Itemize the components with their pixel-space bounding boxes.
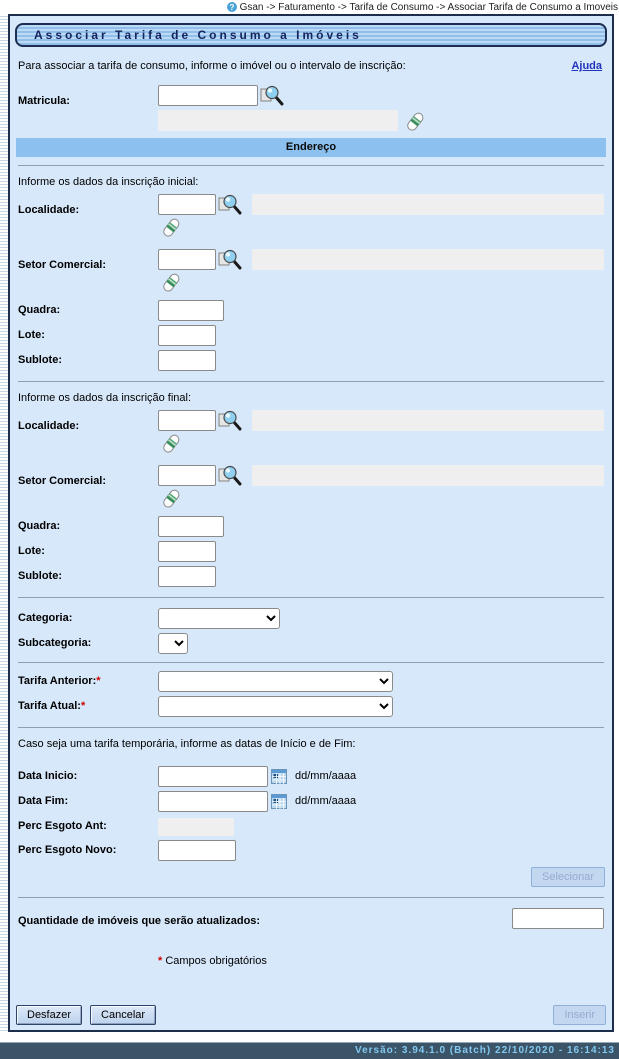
sublote-final-input[interactable] — [158, 566, 216, 587]
desfazer-button[interactable]: Desfazer — [16, 1005, 82, 1025]
perc-esgoto-ant-row — [10, 816, 612, 836]
subcategoria-label: Subcategoria: — [18, 637, 92, 649]
sublote-final-label: Sublote: — [18, 570, 62, 582]
quadra-inicial-row — [10, 300, 612, 321]
breadcrumb-path[interactable]: Gsan -> Faturamento -> Tarifa de Consumo -> Associar Tarifa de Consumo a Imoveis — [239, 1, 618, 13]
setor-inicial-row — [10, 249, 612, 300]
localidade-final-description-field — [252, 410, 604, 431]
selecionar-row — [10, 867, 612, 887]
setor-inicial-search-icon[interactable] — [218, 249, 242, 270]
setor-final-description-field — [252, 465, 604, 486]
required-asterisk: * — [96, 675, 101, 687]
categoria-label: Categoria: — [18, 612, 73, 624]
categoria-row — [10, 608, 612, 629]
data-fim-calendar-icon[interactable] — [271, 794, 287, 809]
intro-text: Para associar a tarifa de consumo, informe o imóvel ou o intervalo de inscrição: — [18, 60, 406, 72]
svg-text:?: ? — [229, 2, 235, 12]
localidade-inicial-label: Localidade: — [18, 204, 80, 216]
form-container — [8, 14, 614, 1032]
lote-inicial-input[interactable] — [158, 325, 216, 346]
matricula-eraser-icon[interactable] — [406, 110, 424, 134]
required-asterisk: * — [158, 955, 163, 967]
subcategoria-row — [10, 633, 612, 654]
localidade-final-row — [10, 410, 612, 461]
tarifa-atual-label: Tarifa Atual:* — [18, 700, 86, 712]
localidade-inicial-input[interactable] — [158, 194, 216, 215]
ajuda-link[interactable]: Ajuda — [571, 60, 602, 72]
sublote-final-row — [10, 566, 612, 587]
required-asterisk: * — [80, 700, 86, 712]
data-inicio-row — [10, 766, 612, 787]
localidade-final-search-icon[interactable] — [218, 410, 242, 431]
localidade-inicial-row — [10, 194, 612, 245]
lote-final-input[interactable] — [158, 541, 216, 562]
localidade-final-input[interactable] — [158, 410, 216, 431]
selecionar-button[interactable]: Selecionar — [531, 867, 605, 887]
quantidade-label: Quantidade de imóveis que serão atualizados: — [18, 914, 261, 927]
intro-row — [10, 60, 612, 72]
matricula-input[interactable] — [158, 85, 258, 106]
data-inicio-input[interactable] — [158, 766, 268, 787]
perc-esgoto-ant-label: Perc Esgoto Ant: — [18, 820, 107, 832]
divider — [18, 897, 604, 898]
localidade-final-label: Localidade: — [18, 420, 80, 432]
data-fim-label: Data Fim: — [18, 795, 69, 807]
localidade-inicial-search-icon[interactable] — [218, 194, 242, 215]
quadra-inicial-label: Quadra: — [18, 304, 61, 316]
endereco-header: Endereço — [16, 138, 606, 157]
tarifa-atual-row — [10, 696, 612, 717]
matricula-label: Matricula: — [18, 95, 70, 107]
setor-inicial-eraser-icon[interactable] — [162, 271, 180, 295]
data-fim-row — [10, 791, 612, 812]
inserir-button[interactable]: Inserir — [553, 1005, 606, 1025]
quadra-inicial-input[interactable] — [158, 300, 224, 321]
version-bar — [0, 1042, 619, 1059]
data-fim-format-hint: dd/mm/aaaa — [295, 795, 357, 807]
sublote-inicial-row — [10, 350, 612, 371]
quadra-final-label: Quadra: — [18, 520, 61, 532]
setor-inicial-description-field — [252, 249, 604, 270]
actions-bar — [16, 1005, 606, 1025]
page-edge-decoration — [0, 14, 8, 1032]
data-fim-input[interactable] — [158, 791, 268, 812]
data-inicio-label: Data Inicio: — [18, 770, 78, 782]
divider — [18, 597, 604, 598]
tarifa-atual-select[interactable] — [158, 696, 393, 717]
matricula-search-icon[interactable] — [260, 85, 284, 106]
lote-inicial-label: Lote: — [18, 329, 45, 341]
setor-final-row — [10, 465, 612, 516]
lote-final-row — [10, 541, 612, 562]
data-inicio-format-hint: dd/mm/aaaa — [295, 770, 357, 782]
setor-final-label: Setor Comercial: — [18, 475, 107, 487]
categoria-select[interactable] — [158, 608, 280, 629]
breadcrumb — [0, 0, 619, 14]
setor-final-search-icon[interactable] — [218, 465, 242, 486]
page-title: Associar Tarifa de Consumo a Imóveis — [15, 23, 607, 47]
setor-inicial-input[interactable] — [158, 249, 216, 270]
help-icon[interactable] — [227, 2, 237, 12]
inscricao-final-title: Informe os dados da inscrição final: — [18, 392, 192, 404]
setor-final-eraser-icon[interactable] — [162, 487, 180, 511]
lote-final-label: Lote: — [18, 545, 45, 557]
sublote-inicial-input[interactable] — [158, 350, 216, 371]
quantidade-row — [10, 908, 612, 929]
version-text: Versão: 3.94.1.0 (Batch) 22/10/2020 - 16:14:13 — [354, 1045, 615, 1056]
quadra-final-row — [10, 516, 612, 537]
perc-esgoto-novo-input[interactable] — [158, 840, 236, 861]
tarifa-anterior-select[interactable] — [158, 671, 393, 692]
tarifa-anterior-label: Tarifa Anterior:* — [18, 675, 101, 687]
tarifa-anterior-row — [10, 671, 612, 692]
quadra-final-input[interactable] — [158, 516, 224, 537]
setor-final-input[interactable] — [158, 465, 216, 486]
required-fields-note: * Campos obrigatórios — [158, 955, 267, 967]
subcategoria-select[interactable] — [158, 633, 188, 654]
perc-esgoto-novo-label: Perc Esgoto Novo: — [18, 844, 117, 856]
perc-esgoto-novo-row — [10, 840, 612, 861]
tarifa-temporaria-title: Caso seja uma tarifa temporária, informe as datas de Início e de Fim: — [18, 738, 356, 750]
divider — [18, 662, 604, 663]
localidade-final-eraser-icon[interactable] — [162, 432, 180, 456]
setor-inicial-label: Setor Comercial: — [18, 259, 107, 271]
cancelar-button[interactable]: Cancelar — [90, 1005, 156, 1025]
perc-esgoto-ant-field — [158, 818, 234, 836]
lote-inicial-row — [10, 325, 612, 346]
matricula-description-field — [158, 110, 398, 131]
localidade-inicial-description-field — [252, 194, 604, 215]
sublote-inicial-label: Sublote: — [18, 354, 62, 366]
data-inicio-calendar-icon[interactable] — [271, 769, 287, 784]
inscricao-inicial-title: Informe os dados da inscrição inicial: — [18, 176, 199, 188]
localidade-inicial-eraser-icon[interactable] — [162, 216, 180, 240]
matricula-row — [10, 85, 612, 134]
quantidade-input[interactable] — [512, 908, 604, 929]
